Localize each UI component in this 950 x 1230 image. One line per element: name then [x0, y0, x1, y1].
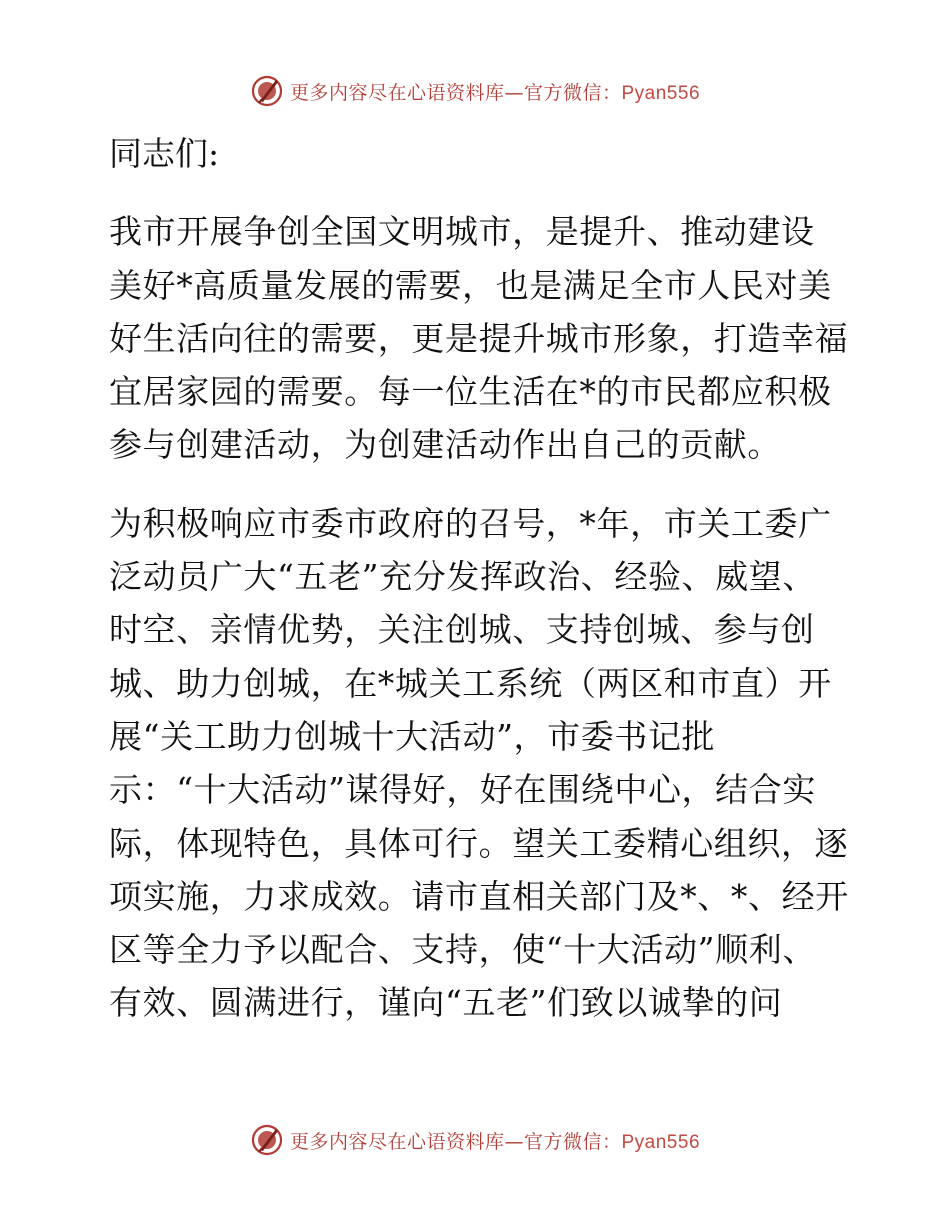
paragraph-line: 项实施，力求成效。请市直相关部门及*、*、经开 — [109, 876, 849, 916]
banner-wechat-label: 官方微信： — [523, 81, 622, 104]
paragraph-line: 美好*高质量发展的需要，也是满足全市人民对美 — [109, 265, 832, 305]
banner-wechat-label: 官方微信： — [523, 1130, 622, 1153]
paragraph-line: 城、助力创城，在*城关工系统（两区和市直）开 — [109, 663, 832, 703]
paragraph-line: 有效、圆满进行，谨向“五老”们致以诚挚的问 — [109, 983, 783, 1023]
header-watermark-banner — [0, 71, 950, 111]
paragraph-line: 示：“十大活动”谋得好，好在围绕中心，结合实 — [109, 770, 816, 810]
paragraph-line: 展“关工助力创城十大活动”，市委书记批 — [109, 716, 716, 756]
paragraph-line: 好生活向往的需要，更是提升城市形象，打造幸福 — [109, 318, 849, 358]
paragraph-line: 为积极响应市委市政府的召号，*年，市关工委广 — [109, 503, 832, 543]
paragraph-line: 时空、亲情优势，关注创城、支持创城、参与创 — [109, 610, 815, 650]
paragraph-line: 区等全力予以配合、支持，使“十大活动”顺利、 — [109, 930, 816, 970]
banner-wechat-id: Pyan556 — [621, 82, 701, 104]
quill-seal-icon — [250, 74, 284, 108]
banner-text — [290, 1127, 700, 1154]
paragraph-line: 参与创建活动，为创建活动作出自己的贡献。 — [109, 425, 781, 465]
banner-site-name: 更多内容尽在心语资料库 — [289, 1130, 505, 1153]
paragraph-line: 宜居家园的需要。每一位生活在*的市民都应积极 — [109, 372, 832, 412]
banner-dash: — — [504, 81, 524, 104]
paragraph-1 — [97, 205, 857, 471]
paragraph-line: 际，体现特色，具体可行。望关工委精心组织，逐 — [109, 823, 849, 863]
footer-watermark-banner — [0, 1120, 950, 1160]
banner-dash: — — [504, 1130, 524, 1153]
paragraph-2 — [97, 497, 857, 1030]
banner-text — [290, 78, 700, 105]
banner-site-name: 更多内容尽在心语资料库 — [289, 81, 505, 104]
document-body — [97, 127, 857, 1030]
paragraph-line: 我市开展争创全国文明城市，是提升、推动建设 — [109, 212, 815, 252]
greeting-line: 同志们: — [109, 134, 220, 173]
quill-seal-icon — [250, 1123, 284, 1157]
banner-wechat-id: Pyan556 — [621, 1131, 701, 1153]
paragraph-line: 泛动员广大“五老”充分发挥政治、经验、威望、 — [109, 557, 816, 597]
